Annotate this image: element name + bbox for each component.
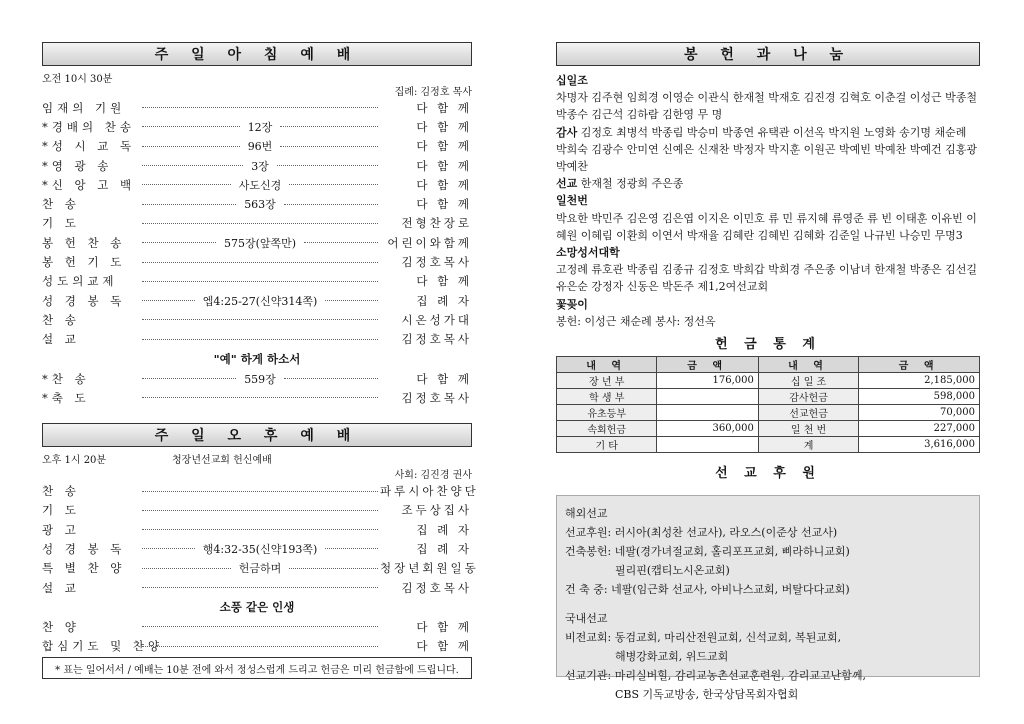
order-person: 다 함 께 xyxy=(416,139,472,154)
mission-heading: 선교 xyxy=(556,177,578,191)
hope-heading: 소망성서대학 xyxy=(556,246,620,260)
order-row xyxy=(42,252,472,271)
order-leader-dots xyxy=(140,397,380,398)
order-label: 설 교 xyxy=(42,332,80,347)
order-row xyxy=(42,617,472,636)
order-label: *영 광 송 xyxy=(42,158,113,173)
order-person: 김정호목사 xyxy=(401,255,472,270)
order-person: 다 함 께 xyxy=(416,619,472,634)
order-person: 집 례 자 xyxy=(416,522,472,537)
order-row xyxy=(42,330,472,349)
overseas-line: 건 축 중: 네팔(임근화 선교사, 아비나스교회, 버탈다다교회) xyxy=(565,583,850,597)
stats-category: 기 타 xyxy=(557,437,657,453)
order-leader-dots xyxy=(140,371,380,387)
order-leader-dots xyxy=(140,319,380,320)
order-label: *신 앙 고 백 xyxy=(42,177,136,192)
stats-amount: 360,000 xyxy=(657,421,758,437)
order-label: 광 고 xyxy=(42,522,80,537)
mission-names: 한재철 정광희 주은종 xyxy=(580,177,684,191)
order-person: 집 례 자 xyxy=(416,293,472,308)
order-detail: 행4:32-35(신약193쪽) xyxy=(202,542,318,556)
afternoon-time: 오후 1시 20분 xyxy=(42,455,107,467)
stats-amount: 227,000 xyxy=(859,421,980,437)
stats-category: 십 일 조 xyxy=(758,373,858,389)
order-leader-dots xyxy=(140,177,380,193)
order-person: 다 함 께 xyxy=(416,119,472,134)
order-label: 찬 양 xyxy=(42,619,80,634)
domestic-line: 선교기관: 마리실버힐, 감리교농촌선교훈련원, 감리교고난함께, xyxy=(565,669,866,683)
order-label: 임재의 기원 xyxy=(42,100,126,115)
order-row xyxy=(42,156,472,175)
order-label: 기 도 xyxy=(42,503,80,518)
overseas-line: 선교후원: 러시아(최성찬 선교사), 라오스(이준상 선교사) xyxy=(565,526,838,540)
stats-amount xyxy=(657,389,758,405)
domestic-line: 해병강화교회, 위드교회 xyxy=(615,650,729,664)
order-label: 특 별 찬 양 xyxy=(42,561,126,576)
order-row xyxy=(42,559,479,578)
stats-category: 학 생 부 xyxy=(557,389,657,405)
table-row xyxy=(557,437,980,453)
order-person: 다 함 께 xyxy=(416,100,472,115)
order-row xyxy=(42,637,472,656)
order-label: *축 도 xyxy=(42,390,90,405)
stats-header: 금 액 xyxy=(859,357,980,373)
order-detail: 엡4:25-27(신약314쪽) xyxy=(202,294,318,308)
order-detail: 563장 xyxy=(244,198,276,212)
table-row xyxy=(557,421,980,437)
morning-closing xyxy=(42,369,472,408)
order-detail: 3장 xyxy=(251,159,269,173)
order-label: *경배의 찬송 xyxy=(42,119,135,134)
order-label: 찬 송 xyxy=(42,312,80,327)
order-leader-dots xyxy=(140,223,380,224)
order-row xyxy=(42,388,472,407)
order-person: 다 함 께 xyxy=(416,197,472,212)
morning-time: 오전 10시 30분 xyxy=(42,74,113,85)
order-leader-dots xyxy=(140,560,380,576)
stats-header: 내 역 xyxy=(557,357,657,373)
order-label: 설 교 xyxy=(42,580,80,595)
weekly-names: 박요한 박민주 김은영 김은엽 이지은 이민호 류 민 류지혜 류영준 류 빈 이태훈 이유빈 이혜원 이혜림 이환희 이연서 박재율 김혜란 김혜빈 김혜화 김준일 나규빈 나승민 무명3 xyxy=(556,211,977,242)
order-leader-dots xyxy=(140,541,380,557)
order-person: 시온성가대 xyxy=(401,312,472,327)
order-row xyxy=(42,233,472,252)
order-label: 봉 헌 기 도 xyxy=(42,255,126,270)
order-label: 성 경 봉 독 xyxy=(42,293,126,308)
order-label: 성 경 봉 독 xyxy=(42,541,126,556)
order-person: 다 함 께 xyxy=(416,371,472,386)
order-leader-dots xyxy=(140,119,380,135)
stats-header: 금 액 xyxy=(657,357,758,373)
order-detail: 헌금하며 xyxy=(238,562,282,576)
order-person: 전형찬장로 xyxy=(401,216,472,231)
overseas-heading: 해외선교 xyxy=(565,507,608,521)
left-column xyxy=(42,42,479,656)
footer-note: * 표는 일어서서 / 예배는 10분 전에 와서 정성스럽게 드리고 헌금은 미리 헌금함에 드립니다. xyxy=(42,657,472,679)
stats-amount xyxy=(657,437,758,453)
afternoon-leader: 사회: 김진경 권사 xyxy=(394,470,472,482)
morning-service-title: 주 일 아 침 예 배 xyxy=(42,42,472,66)
order-row xyxy=(42,214,472,233)
tithe-names: 차명자 김주현 임희경 이영순 이관식 한재철 박재호 김진경 김혁호 이춘걸 이성근 박종철 박종수 김근석 김하람 김한영 무 명 xyxy=(556,91,977,122)
order-row xyxy=(42,137,472,156)
stats-category: 장 년 부 xyxy=(557,373,657,389)
order-label: *성 시 교 독 xyxy=(42,139,136,154)
stats-amount: 598,000 xyxy=(859,389,980,405)
afternoon-sermon-title: 소풍 같은 인생 xyxy=(219,600,295,615)
afternoon-host: 청장년선교회 헌신예배 xyxy=(172,455,272,467)
order-detail: 575장(앞쪽만) xyxy=(223,236,297,250)
order-row xyxy=(42,520,472,539)
stats-amount xyxy=(657,405,758,421)
morning-order xyxy=(42,98,472,349)
order-leader-dots xyxy=(140,510,380,511)
order-person: 조두상집사 xyxy=(401,503,472,518)
order-row xyxy=(42,369,472,388)
afternoon-closing xyxy=(42,617,472,656)
stats-header: 내 역 xyxy=(758,357,858,373)
offering-list xyxy=(556,72,980,330)
stats-category: 속회헌금 xyxy=(557,421,657,437)
table-row xyxy=(557,389,980,405)
order-person: 청장년회원일동 xyxy=(380,561,479,576)
order-row xyxy=(42,501,472,520)
stats-category: 유초등부 xyxy=(557,405,657,421)
stats-category: 계 xyxy=(758,437,858,453)
order-person: 김정호목사 xyxy=(401,580,472,595)
order-person: 김정호목사 xyxy=(401,390,472,405)
order-label: 찬 송 xyxy=(42,484,80,499)
order-label: *찬 송 xyxy=(42,371,90,386)
order-row xyxy=(42,578,472,597)
order-leader-dots xyxy=(140,626,380,627)
stats-title: 헌 금 통 계 xyxy=(715,337,821,353)
support-title: 선 교 후 원 xyxy=(715,466,821,482)
order-row xyxy=(42,291,472,310)
order-row xyxy=(42,98,472,117)
order-row xyxy=(42,481,479,500)
order-leader-dots xyxy=(140,281,380,282)
order-leader-dots xyxy=(140,339,380,340)
overseas-line: 건축봉헌: 네팔(경가녀절교회, 홀리포프교회, 삐라하니교회) xyxy=(565,545,850,559)
afternoon-order xyxy=(42,481,479,597)
order-person: 김정호목사 xyxy=(401,332,472,347)
order-label: 성도의교제 xyxy=(42,274,118,289)
order-leader-dots xyxy=(140,529,380,530)
order-leader-dots xyxy=(140,235,380,251)
order-leader-dots xyxy=(140,107,380,108)
tithe-heading: 십일조 xyxy=(556,74,588,87)
order-leader-dots xyxy=(140,262,380,263)
order-person: 파루시아찬양단 xyxy=(380,484,479,499)
order-person: 다 함 께 xyxy=(416,639,472,654)
flower-heading: 꽃꽂이 xyxy=(556,297,588,311)
order-person: 다 함 께 xyxy=(416,158,472,173)
order-detail: 12장 xyxy=(247,120,273,134)
order-leader-dots xyxy=(140,138,380,154)
stats-amount: 70,000 xyxy=(859,405,980,421)
morning-sermon-title: "예" 하게 하소서 xyxy=(213,351,301,366)
order-label: 합심기도 및 찬양 xyxy=(42,639,164,654)
order-row xyxy=(42,175,472,194)
domestic-line: 비전교회: 동검교회, 마리산전원교회, 신석교회, 복된교회, xyxy=(565,631,842,645)
morning-leader: 집례: 김정호 목사 xyxy=(394,87,472,98)
order-detail: 사도신경 xyxy=(238,178,282,192)
order-row xyxy=(42,117,472,136)
mission-support-box xyxy=(556,495,980,702)
order-leader-dots xyxy=(140,293,380,309)
order-person: 어린이와함께 xyxy=(387,235,472,250)
stats-amount: 2,185,000 xyxy=(859,373,980,389)
order-label: 기 도 xyxy=(42,216,80,231)
offering-stats-table xyxy=(556,356,980,453)
offering-title: 봉 헌 과 나 눔 xyxy=(556,42,980,66)
order-row xyxy=(42,539,472,558)
weekly-heading: 일천번 xyxy=(556,194,588,208)
flower-names: 봉헌: 이성근 채순례 봉사: 정선옥 xyxy=(556,314,716,328)
order-person: 다 함 께 xyxy=(416,177,472,192)
thanks-names: 김정호 최병석 박종림 박승미 박종연 유택관 이선옥 박지원 노영화 송기명 채순례 박희숙 김광수 안미연 신예은 신재찬 박정자 박지훈 이원곤 박예빈 박예찬 박예건 김홍광 박예찬 xyxy=(556,125,977,174)
order-detail: 559장 xyxy=(244,372,276,386)
order-label: 봉 헌 찬 송 xyxy=(42,235,126,250)
stats-category: 일 천 번 xyxy=(758,421,858,437)
order-label: 찬 송 xyxy=(42,197,80,212)
order-leader-dots xyxy=(140,587,380,588)
table-row xyxy=(557,373,980,389)
domestic-heading: 국내선교 xyxy=(565,612,608,626)
order-row xyxy=(42,194,472,213)
order-leader-dots xyxy=(140,196,380,212)
order-person: 집 례 자 xyxy=(416,541,472,556)
table-row xyxy=(557,405,980,421)
stats-amount: 3,616,000 xyxy=(859,437,980,453)
right-column xyxy=(556,42,980,702)
overseas-line: 필리핀(캡티노시온교회) xyxy=(615,564,730,578)
order-person: 다 함 께 xyxy=(416,274,472,289)
order-leader-dots xyxy=(140,158,380,174)
order-row xyxy=(42,310,472,329)
order-leader-dots xyxy=(140,491,380,492)
order-detail: 96번 xyxy=(247,140,273,154)
thanks-heading: 감사 xyxy=(556,125,578,139)
hope-names: 고정례 류호관 박종림 김종규 김정호 박희갑 박희경 주은종 이남녀 한재철 박종은 김선길 유은순 강정자 신동은 박돈주 제1,2여선교회 xyxy=(556,263,977,294)
order-leader-dots xyxy=(140,646,380,647)
afternoon-service-title: 주 일 오 후 예 배 xyxy=(42,423,472,447)
order-row xyxy=(42,272,472,291)
stats-category: 선교헌금 xyxy=(758,405,858,421)
domestic-line: CBS 기독교방송, 한국상담목회자협회 xyxy=(615,688,799,702)
stats-category: 감사헌금 xyxy=(758,389,858,405)
stats-amount: 176,000 xyxy=(657,373,758,389)
